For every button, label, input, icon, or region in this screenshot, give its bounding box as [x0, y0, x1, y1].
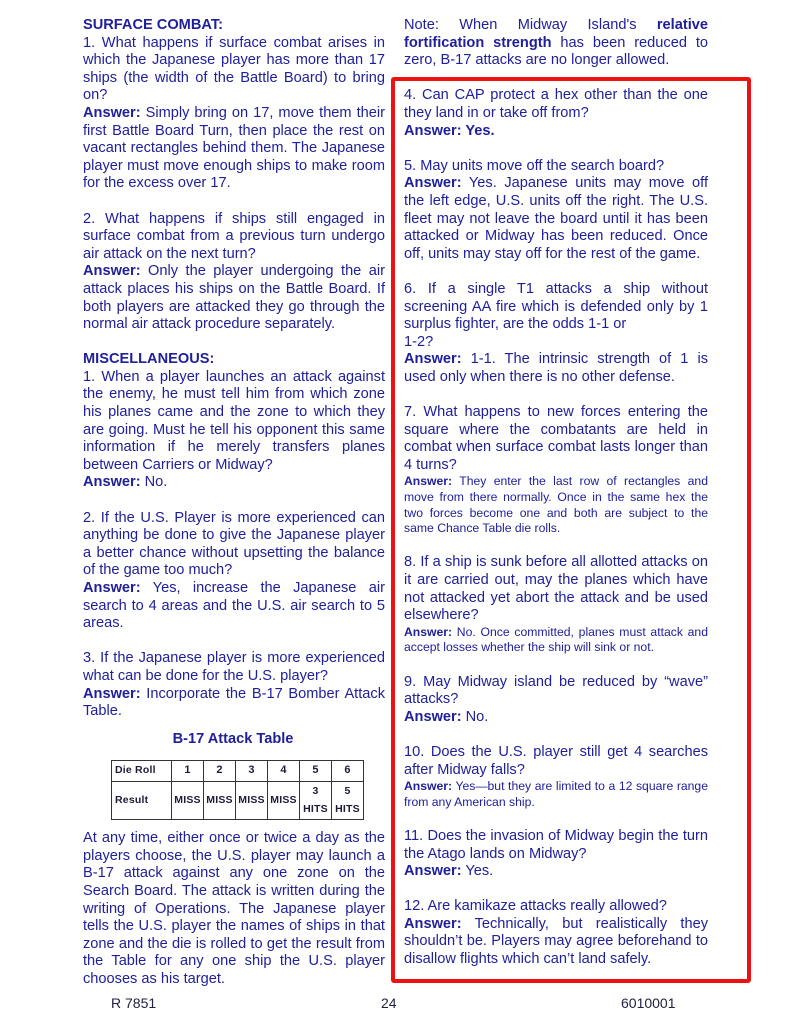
answer-2 [83, 263, 385, 333]
answer-label: Answer: [404, 779, 453, 794]
table-row [112, 761, 364, 782]
question-7: 7. What happens to new forces entering the square where the combatants are held in combat when surface combat lasts longer than 4 turns? [404, 404, 708, 473]
answer-label: Answer: [83, 474, 141, 491]
question-11: 11. Does the invasion of Midway begin the turn the Atago lands on Midway? [404, 827, 708, 862]
question-4: 4. Can CAP protect a hex other than the one they land in or take off from? [404, 87, 708, 121]
die-roll-cell: 6 [332, 761, 364, 782]
answer-label: Answer: [404, 708, 462, 725]
answer-label: Answer: [83, 263, 141, 280]
question-6: 6. If a single T1 attacks a ship without screening AA fire which is defended only by 1 surplus fighter, are the odds 1-1 or [404, 280, 708, 333]
die-roll-cell: 3 [236, 761, 268, 782]
answer-1 [83, 105, 385, 193]
misc-question-3: 3. If the Japanese player is more experienced what can be done for the U.S. player? [83, 650, 385, 684]
left-column [83, 17, 385, 988]
die-roll-cell: 5 [300, 761, 332, 782]
note-text: has been reduced to zero, B-17 attacks are no longer allowed. [404, 34, 708, 69]
question-12: 12. Are kamikaze attacks really allowed? [404, 898, 667, 915]
answer-label: Answer: [83, 685, 141, 702]
surface-combat-heading: SURFACE COMBAT: [83, 17, 223, 33]
answer-text: They enter the last row of rectangles and move from there normally. Once in the same hex the two forces become one and both are subject to the same Chance Table die rolls. [404, 474, 708, 536]
note-emphasis: relative fortification strength [404, 17, 708, 51]
answer-label: Answer: [404, 175, 462, 192]
answer-text: Only the player undergoing the air attack places his ships on the Battle Board. If both players are attacked they go through the normal air attack procedure separately. [83, 263, 385, 333]
answer-label: Answer: [83, 104, 141, 121]
answer-text: Yes. Japanese units may move off the left edge, U.S. units off the right. The U.S. fleet may not leave the board until it has been attacked or Midway has been reduced. Once off, units may stay off for the rest of the game. [404, 175, 708, 262]
note-text: Note: When Midway Island's [404, 17, 657, 33]
misc-question-2: 2. If the U.S. Player is more experienced can anything be done to give the Japanese player a better chance without upsetting the balance of the game too much? [83, 509, 385, 579]
miscellaneous-heading: MISCELLANEOUS: [83, 351, 215, 368]
answer-label: Answer: [404, 863, 462, 880]
result-header: Result [112, 781, 172, 819]
result-cell: MISS [236, 781, 268, 819]
result-cell: MISS [204, 781, 236, 819]
die-roll-cell: 1 [172, 761, 204, 782]
answer-text: Yes. [461, 863, 494, 880]
misc-answer-2 [83, 580, 385, 633]
answer-text: 1-1. The intrinsic strength of 1 is used only when there is no other defense. [404, 351, 708, 385]
result-cell: MISS [172, 781, 204, 819]
misc-answer-3 [83, 686, 385, 721]
answer-text: Yes—but they are limited to a 12 square range from any American ship. [404, 779, 708, 809]
question-9: 9. May Midway island be reduced by “wave” attacks? [404, 673, 708, 708]
result-cell: 5 HITS [332, 781, 364, 819]
answer-text: Incorporate the B-17 Bomber Attack Table. [83, 685, 385, 720]
result-cell: MISS [268, 781, 300, 819]
answer-4: Answer: Yes. [404, 122, 495, 139]
die-roll-header: Die Roll [112, 761, 172, 782]
b17-table-title: B-17 Attack Table [172, 730, 294, 747]
result-cell: 3 HITS [300, 781, 332, 819]
midway-note [404, 17, 708, 70]
question-8: 8. If a ship is sunk before all allotted attacks on it are carried out, may the planes which have not attacked yet abort the attack and be used elsewhere? [404, 554, 708, 624]
footer-code-right: 6010001 [621, 995, 676, 1011]
question-1: 1. What happens if surface combat arises in which the Japanese player has more than 17 ships (the width of the Battle Board) to bring on? [83, 34, 385, 104]
table-row [112, 781, 364, 819]
answer-text: No. [461, 708, 489, 725]
question-5: 5. May units move off the search board? [404, 157, 665, 174]
misc-question-1: 1. When a player launches an attack against the enemy, he must tell him from which zone his planes came and the zone to which they are going. Must he tell his opponent this same information if he merely transfers planes between Carriers or Midway? [83, 368, 385, 473]
highlight-box [391, 77, 751, 983]
footer-code-left: R 7851 [111, 995, 157, 1011]
b17-description: At any time, either once or twice a day as the players choose, the U.S. player may launch a B-17 attack against any one zone on the Search Board. The attack is written during the writing of Operations. The Japanese player tells the U.S. player the names of ships in that zone and the die is rolled to get the result from the Table for any one ship the U.S. player chooses as his target. [83, 830, 385, 987]
answer-label: Answer: [404, 351, 462, 368]
page-number: 24 [381, 995, 397, 1011]
answer-text: Technically, but realistically they shouldn’t be. Players may agree beforehand to disallow flights which can’t land safely. [404, 915, 708, 968]
answer-text: No. Once committed, planes must attack and accept losses whether the ship will sink or not. [404, 624, 708, 655]
die-roll-cell: 4 [268, 761, 300, 782]
answer-label: Answer: [404, 474, 453, 489]
die-roll-cell: 2 [204, 761, 236, 782]
question-10: 10. Does the U.S. player still get 4 searches after Midway falls? [404, 743, 708, 778]
answer-text: Yes, increase the Japanese air search to 4 areas and the U.S. air search to 5 areas. [83, 580, 385, 632]
b17-attack-table [111, 760, 364, 820]
question-6-cont: 1-2? [404, 333, 434, 350]
question-2: 2. What happens if ships still engaged in surface combat from a previous turn undergo air attack on the next turn? [83, 210, 385, 262]
answer-label: Answer: [404, 915, 462, 932]
answer-text: No. [140, 474, 168, 491]
answer-label: Answer: [404, 624, 453, 639]
answer-label: Answer: [83, 580, 141, 596]
answer-text: Simply bring on 17, move them their first Battle Board Turn, then place the rest on vacant rectangles behind them. The Japanese player must move enough ships to make room for the excess over 17. [83, 104, 385, 192]
misc-answer-1 [83, 474, 385, 492]
